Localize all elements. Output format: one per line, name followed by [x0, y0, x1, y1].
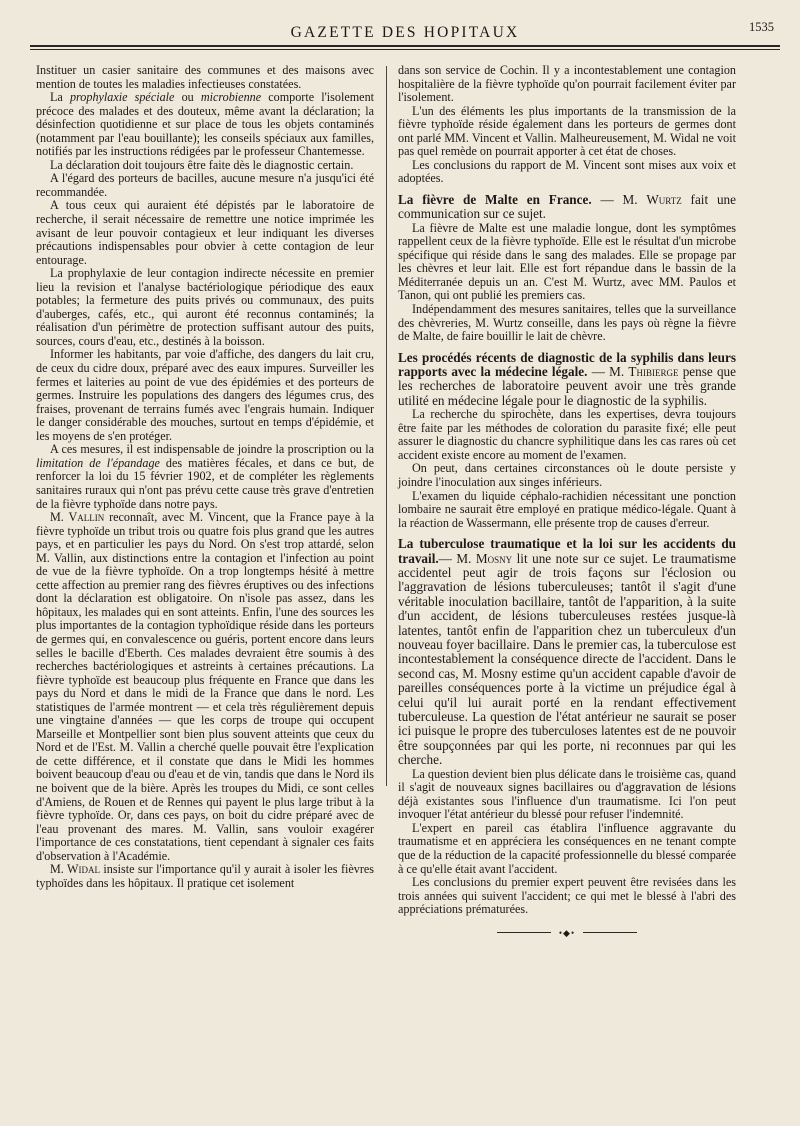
- page-number: 1535: [749, 20, 774, 34]
- paragraph: M. Widal insiste sur l'importance qu'il y aurait à isoler les fièvres typhoïdes dans les hôpitaux. Il pratique cet isolement: [36, 862, 374, 890]
- paragraph: A l'égard des porteurs de bacilles, aucune mesure n'a jusqu'ici été recommandée.: [36, 171, 374, 199]
- paragraph: On peut, dans certaines circonstances où le doute persiste y joindre l'inoculation aux singes inférieurs.: [398, 461, 736, 490]
- paragraph: Les conclusions du premier expert peuvent être revisées dans les trois années qui suivent l'accident; ce qui met le blessé à l'abri des appréciations prématurées.: [398, 875, 736, 917]
- right-column: [398, 64, 736, 937]
- paragraph: Informer les habitants, par voie d'affiche, des dangers du lait cru, de ceux du cidre doux, préparé avec des eaux impures. Surveiller les fermes et laiteries au point de vue des épidémies et des porteurs de germes. Instruire les populations des dangers des légumes crus, des fraises, provenant de terrains fumés avec l'engrais humain. Indiquer le danger considérable des mouches, surtout en temps d'épidémie, et les moyens de s'en protéger.: [36, 347, 374, 443]
- page-header: [30, 14, 780, 62]
- paragraph: La fièvre de Malte est une maladie longue, dont les symptômes rappellent ceux de la fièvre typhoïde. Elle est le résultat d'un microbe spécifique qui réside dans le sang des malades. Elle se propage par les chèvres et leur lait. Elle est fort répandue dans le bassin de la Méditerranée depuis un an. C'est M. Wurtz, avec MM. Paulos et Tanon, qui ont publié les premiers cas.: [398, 220, 736, 303]
- paragraph: dans son service de Cochin. Il y a incontestablement une contagion hospitalière de la fièvre typhoïde qu'on pourrait facilement éviter par l'isolement.: [398, 63, 736, 105]
- paragraph: La déclaration doit toujours être faite dès le diagnostic certain.: [50, 157, 354, 172]
- paragraph: La prophylaxie spéciale ou microbienne comporte l'isolement précoce des malades et des douteux, même avant la déclaration; la désinfection quotidienne et sur place de tous les objets contaminés (notamment par l'eau bouillante); les conseils spéciaux aux familles, notifiés par les instructions rédigées par le professeur Chantemesse.: [36, 90, 375, 159]
- speaker-name: M. Widal: [50, 862, 100, 877]
- header-rule-thick: [30, 45, 780, 47]
- paragraph: L'un des éléments les plus importants de la transmission de la fièvre typhoïde réside également dans les porteurs de germes dont ont parlé MM. Vincent et Vallin. Malheureusement, M. Widal ne voit pas quel remède on pourrait apporter à cet état de choses.: [398, 103, 736, 159]
- paragraph: La recherche du spirochète, dans les expertises, devra toujours être faite par les méthodes de coloration du parasite fixé; elle peut assurer le diagnostic du chancre syphilitique dans les cas rares où cet accident existe encore au moment de l'examen.: [398, 407, 736, 462]
- paragraph: A ces mesures, il est indispensable de joindre la proscription ou la limitation de l'épandage des matières fécales, et dans ce but, de renforcer la loi du 15 février 1902, et de compléter les règlements sanitaires ruraux qui n'ont pas prévu cette cause très grave d'entretien de la fièvre typhoïde dans notre pays.: [36, 442, 374, 511]
- section-heading-syphilis-diagnosis: Les procédés récents de diagnostic de la syphilis dans leurs rapports avec la médecine légale. — M. Thibierge pense que les recherches de laboratoire peuvent avoir une très grande utilité en médecine légale pour le diagnostic de la syphilis.: [398, 349, 736, 408]
- paragraph: M. Vallin reconnaît, avec M. Vincent, que la France paye à la fièvre typhoïde un tribut trois ou quatre fois plus grand que les autres pays, et en particulier les pays du Nord. On s'est trop attardé, selon M. Vallin, aux distinctions entre la contagion et l'infection au point de vue de la fièvre typhoïde. On a trop longtemps hésité à mettre cette affection au premier rang des fièvres éruptives ou des infections dont la déclaration est obligatoire. On n'isole pas assez, dans les hôpitaux, les malades qui en sont atteints. Enfin, l'une des sources les plus importantes de la contagion typhoïdique réside dans les porteurs de germes qui, en convalescence ou guéris, portent encore dans leurs selles le bacille d'Eberth. Ces malades devraient être soumis à des recherches bactériologiques et astreints à certaines précautions. La fièvre typhoïde est beaucoup plus fréquente en France que dans les pays du Nord et dans le midi de la France que dans le nord. Les statistiques de l'armée montrent — et cela très régulièrement depuis une vingtaine d'années — que les corps de troupe qui occupent Marseille et Montpellier sont bien plus souvent atteints que ceux du Nord et de l'Est. M. Vallin a cherché quelle pouvait être l'explication de cette différence, et il constate que dans le Midi les hommes boivent beaucoup d'eau ou d'eau et de vin, tandis que dans le Nord ils ne boivent que de la bière. Après les troupes du Midi, ce sont celles d'Amiens, de Rouen et de Rennes qui payent le plus large tribut à la fièvre typhoïde. Or, dans ces pays, on boit du cidre préparé avec de l'eau provenant des mares. M. Vallin, sans vouloir exagérer l'importance de ces constatations, tient cependant à signaler ces faits d'observation à l'Académie.: [36, 510, 374, 863]
- paragraph: L'examen du liquide céphalo-rachidien nécessitant une ponction lombaire ne saurait être employé en pratique médico-légale. Quant à la réaction de Wassermann, elle présente trop de causes d'erreur.: [398, 488, 736, 530]
- column-divider: [386, 66, 387, 786]
- paragraph: A tous ceux qui auraient été dépistés par le laboratoire de recherche, il serait nécessaire de remettre une notice imprimée les avisant de leur pouvoir contagieux et leur indiquant les diverses précautions indispensables pour obvier à cette contagion de leur entourage.: [36, 198, 374, 267]
- journal-title: GAZETTE DES HOPITAUX: [290, 24, 520, 41]
- paragraph: Indépendamment des mesures sanitaires, telles que la surveillance des chèvreries, M. Wurtz conseille, dans les pays où règne la fièvre de Malte, de faire bouillir le lait de chèvre.: [398, 302, 736, 344]
- paragraph: Instituer un casier sanitaire des communes et des maisons avec mention de toutes les maladies infectieuses constatées.: [36, 63, 374, 91]
- header-rule-thin: [30, 49, 780, 50]
- paragraph: Les conclusions du rapport de M. Vincent sont mises aux voix et adoptées.: [398, 157, 736, 186]
- section-heading-malta-fever: La fièvre de Malte en France. — M. Wurtz fait une communication sur ce sujet.: [398, 191, 736, 222]
- paragraph: L'expert en pareil cas établira l'influence aggravante du traumatisme et en appréciera les conséquences en ne tenant compte que de la réduction de la capacité professionnelle du blessé comparée à ce qu'elle était avant l'accident.: [398, 820, 736, 876]
- paragraph: La prophylaxie de leur contagion indirecte nécessite en premier lieu la revision et l'analyse bactériologique périodique des eaux potables; la fermeture des puits privés ou communaux, des puits d'auberges, cafés, etc., qui auront été reconnus contaminés; la réalisation d'un périmètre de protection suffisant autour des puits, sources, cours d'eau, etc., destinés à la boisson.: [36, 266, 374, 348]
- end-ornament: •◆•: [497, 929, 637, 937]
- paragraph: La question devient bien plus délicate dans le troisième cas, quand il s'agit de nouveaux signes bacillaires ou d'aggravation de lésions déjà existantes sous l'influence d'un traumatisme. Ici l'on peut invoquer l'état antérieur du blessé pour refuser l'indemnité.: [398, 766, 736, 822]
- left-column: [36, 64, 374, 890]
- section-heading-traumatic-tuberculosis: La tuberculose traumatique et la loi sur les accidents du travail.— M. Mosny lit une note sur ce sujet. Le traumatisme accidentel peut agir de trois façons sur l'éclosion ou l'aggravation de lésions tuberculeuses; tantôt il s'agit d'une véritable inoculation bacillaire, tantôt de l'apparition, à la suite d'un accident, de lésions tuberculeuses restées jusque-là latentes, tantôt enfin de l'apparition chez un tuberculeux d'un nouveau foyer bacillaire. Dans le premier cas, la tuberculose est incontestablement la conséquence directe de l'accident. Dans le second cas, M. Mosny estime qu'un accident capable d'avoir de pareilles conséquences porte à la victime un préjudice égal à celui qu'il lui aurait porté en la rendant effectivement tuberculeuse. La question de l'état antérieur ne saurait se poser ici puisque le propre des tuberculoses latentes est de ne pouvoir être soupçonnées par qui les porte, ni reconnues par qui les cherche.: [398, 536, 736, 768]
- speaker-name: M. Vallin: [50, 510, 105, 525]
